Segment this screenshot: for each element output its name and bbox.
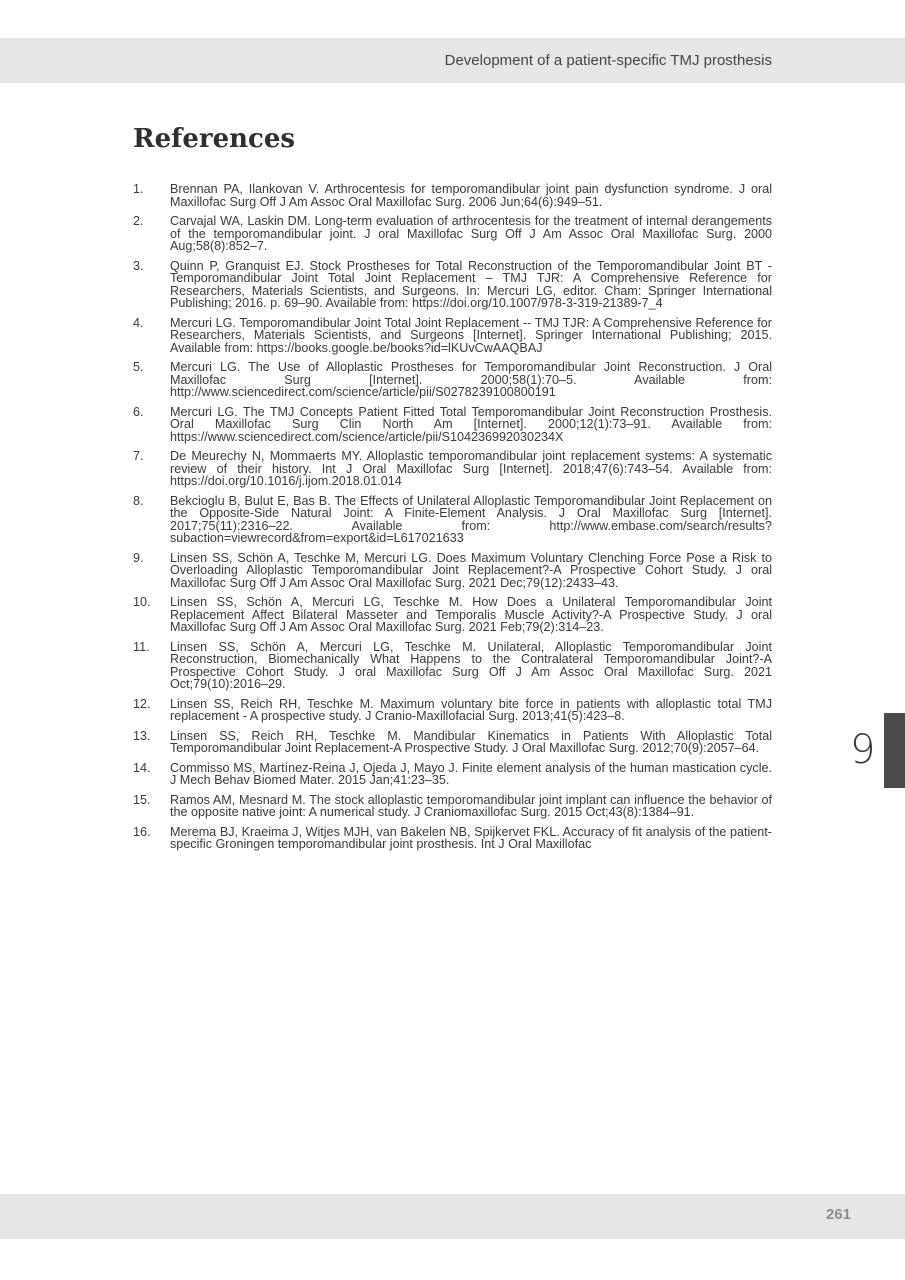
- reference-number: 10.: [133, 595, 151, 609]
- reference-text: Linsen SS, Schön A, Teschke M, Mercuri LG. Does Maximum Voluntary Clenching Force Pose a Risk to Overloading Alloplastic Temporomandibular Joint Replacement?-A Prospective Cohort Study. J oral Maxillofac Surg Off J Am Assoc Oral Maxillofac Surg. 2021 Dec;79(12):2433–43.: [170, 550, 772, 590]
- reference-text: Commisso MS, Martínez-Reina J, Ojeda J, Mayo J. Finite element analysis of the human mastication cycle. J Mech Behav Biomed Mater. 2015 Jan;41:23–35.: [170, 760, 772, 787]
- reference-item: [133, 495, 772, 545]
- reference-item: [133, 552, 772, 590]
- reference-text: Brennan PA, Ilankovan V. Arthrocentesis for temporomandibular joint pain dysfunction syndrome. J oral Maxillofac Surg Off J Am Assoc Oral Maxillofac Surg. 2006 Jun;64(6):949–51.: [170, 182, 772, 209]
- reference-number: 11.: [133, 639, 150, 654]
- reference-item: [133, 317, 772, 355]
- reference-text: Quinn P, Granquist EJ. Stock Prostheses for Total Reconstruction of the Temporomandibular Joint BT - Temporomandibular Joint Total Joint Replacement – TMJ TJR: A Comprehensive Reference for Researchers, Materials Scientists, and Surgeons. In: Mercuri LG, editor. Cham: Springer International Publishing; 2016. p. 69–90. Available from: https://doi.org/10.1007/978-3-319-21389-7_4: [170, 258, 772, 310]
- reference-number: 5.: [133, 360, 144, 374]
- reference-item: [133, 361, 772, 399]
- reference-item: [133, 260, 772, 310]
- reference-number: 14.: [133, 760, 151, 775]
- reference-number: 6.: [133, 404, 144, 419]
- chapter-thumb-tab: [884, 713, 905, 788]
- reference-text: Mercuri LG. The Use of Alloplastic Prostheses for Temporomandibular Joint Reconstruction. J Oral Maxillofac Surg [Internet]. 2000;58(1):70–5. Available from: http://www.sciencedirect.com/science/article/pii/S0278239100800191: [170, 360, 772, 399]
- reference-item: [133, 596, 772, 634]
- page-number: 261: [825, 1206, 851, 1223]
- reference-item: [133, 698, 772, 723]
- reference-number: 7.: [133, 449, 144, 463]
- reference-item: [133, 762, 772, 787]
- page-footer: [0, 1194, 905, 1239]
- reference-text: Merema BJ, Kraeima J, Witjes MJH, van Bakelen NB, Spijkervet FKL. Accuracy of fit analysis of the patient-specific Groningen temporomandibular joint prosthesis. Int J Oral Maxillofac: [170, 824, 772, 851]
- reference-item: [133, 406, 772, 444]
- reference-text: Mercuri LG. The TMJ Concepts Patient Fitted Total Temporomandibular Joint Reconstruction Prosthesis. Oral Maxillofac Surg Clin North Am [Internet]. 2000;12(1):73–91. Available from: https://www.sciencedirect.com/science/article/pii/S104236992030234X: [170, 404, 772, 444]
- reference-text: Linsen SS, Reich RH, Teschke M. Maximum voluntary bite force in patients with alloplastic total TMJ replacement - A prospective study. J Cranio-Maxillofacial Surg. 2013;41(5):423–8.: [170, 696, 772, 723]
- reference-text: De Meurechy N, Mommaerts MY. Alloplastic temporomandibular joint replacement systems: A systematic review of their history. Int J Oral Maxillofac Surg [Internet]. 2018;47(6):743–54. Available from: https://doi.org/10.1016/j.ijom.2018.01.014: [170, 449, 772, 488]
- reference-number: 16.: [133, 824, 151, 839]
- reference-item: [133, 730, 772, 755]
- reference-item: [133, 450, 772, 488]
- reference-number: 12.: [133, 696, 151, 711]
- reference-number: 8.: [133, 493, 144, 508]
- running-header: [0, 38, 905, 83]
- reference-item: [133, 215, 772, 253]
- reference-text: Mercuri LG. Temporomandibular Joint Total Joint Replacement -- TMJ TJR: A Comprehensive Reference for Researchers, Materials Scientists, and Surgeons [Internet]. Springer International Publishing; 2015. Available from: https://books.google.be/books?id=lKUvCwAAQBAJ: [170, 315, 772, 355]
- reference-text: Ramos AM, Mesnard M. The stock alloplastic temporomandibular joint implant can influence the behavior of the opposite native joint: A numerical study. J Craniomaxillofac Surg. 2015 Oct;43(8):1384–91.: [170, 792, 772, 819]
- reference-number: 1.: [133, 182, 144, 196]
- reference-number: 4.: [133, 315, 144, 330]
- reference-item: [133, 826, 772, 851]
- reference-number: 2.: [133, 214, 144, 228]
- running-title: Development of a patient-specific TMJ prosthesis: [444, 52, 772, 69]
- reference-number: 13.: [133, 728, 151, 743]
- reference-text: Linsen SS, Reich RH, Teschke M. Mandibular Kinematics in Patients With Alloplastic Total Temporomandibular Joint Replacement-A Prospective Study. J Oral Maxillofac Surg. 2012;70(9):2057–64.: [170, 728, 772, 755]
- reference-item: [133, 794, 772, 819]
- reference-number: 3.: [133, 258, 144, 273]
- reference-list: [133, 183, 772, 858]
- section-title: References: [133, 124, 296, 154]
- chapter-number: 9: [850, 727, 876, 773]
- reference-item: [133, 183, 772, 208]
- reference-text: Linsen SS, Schön A, Mercuri LG, Teschke M. Unilateral, Alloplastic Temporomandibular Joint Reconstruction, Biomechanically What Happens to the Contralateral Temporomandibular Joint?-A Prospective Cohort Study. J oral Maxillofac Surg Off J Am Assoc Oral Maxillofac Surg. 2021 Oct;79(10):2016–29.: [170, 639, 772, 691]
- reference-item: [133, 641, 772, 691]
- reference-text: Linsen SS, Schön A, Mercuri LG, Teschke M. How Does a Unilateral Temporomandibular Joint Replacement Affect Bilateral Masseter and Temporalis Muscle Activity?-A Prospective Study. J oral Maxillofac Surg Off J Am Assoc Oral Maxillofac Surg. 2021 Feb;79(2):314–23.: [170, 595, 772, 634]
- reference-number: 15.: [133, 792, 151, 807]
- reference-text: Bekcioglu B, Bulut E, Bas B. The Effects of Unilateral Alloplastic Temporomandibular Joint Replacement on the Opposite-Side Natural Joint: A Finite-Element Analysis. J Oral Maxillofac Surg [Internet]. 2017;75(11):2316–22. Available from: http://www.embase.com/search/results?subaction=viewrecord&from=export&id=L617021633: [170, 493, 772, 545]
- reference-number: 9.: [133, 550, 144, 565]
- reference-text: Carvajal WA, Laskin DM. Long-term evaluation of arthrocentesis for the treatment of internal derangements of the temporomandibular joint. J oral Maxillofac Surg Off J Am Assoc Oral Maxillofac Surg. 2000 Aug;58(8):852–7.: [170, 214, 772, 253]
